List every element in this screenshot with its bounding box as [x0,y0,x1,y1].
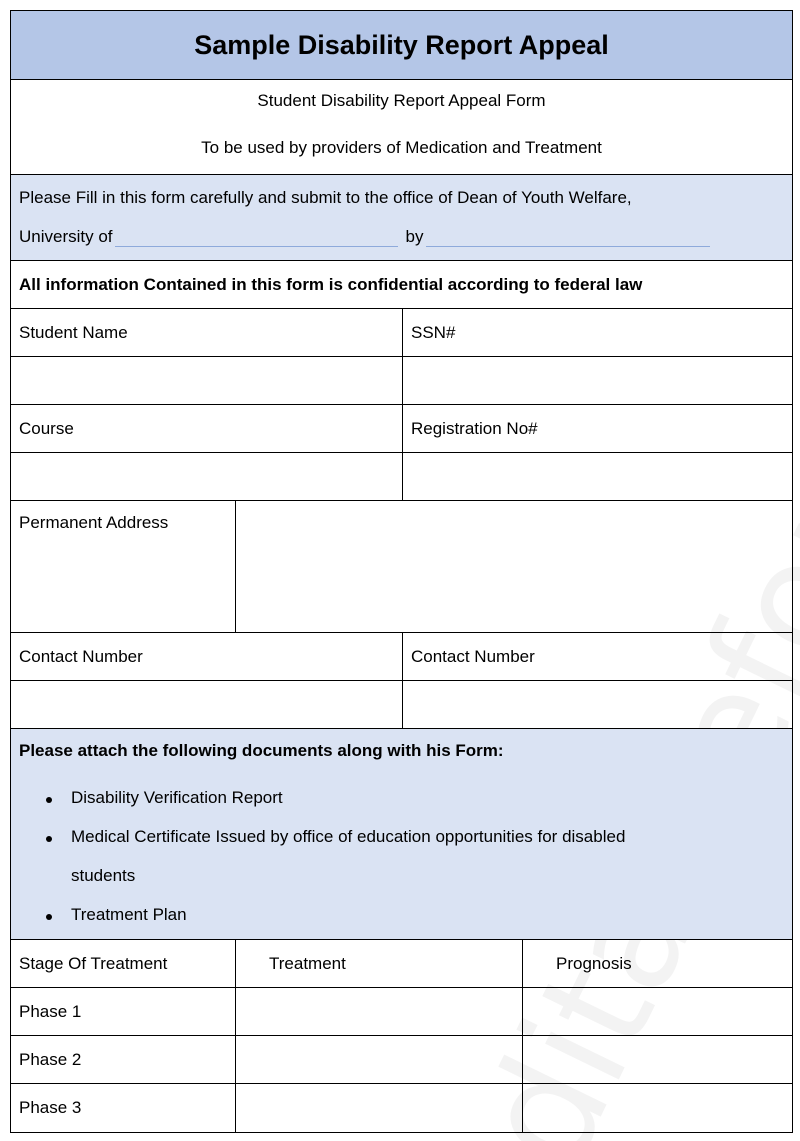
instructions-line-2 [19,227,710,247]
confidential-row [11,261,792,309]
attachments-heading: Please attach the following documents along with his Form: [19,741,504,760]
course-value-row [11,453,792,501]
registration-label: Registration No# [402,405,792,452]
form-subtitle: Student Disability Report Appeal Form [257,91,546,110]
table-row [11,1084,792,1132]
form-title: Sample Disability Report Appeal [11,11,792,80]
phase-3-prognosis-field[interactable] [522,1084,792,1132]
phase-2-prognosis-field[interactable] [522,1036,792,1083]
student-name-field[interactable] [11,357,402,404]
attachment-medical-certificate-cont: students [71,866,136,885]
prognosis-header: Prognosis [522,940,792,987]
course-label: Course [19,418,74,438]
appeal-form [10,10,793,1133]
contact-number-field-1[interactable] [11,681,402,728]
address-row [11,501,792,633]
phase-3-label: Phase 3 [19,1098,82,1117]
stage-header: Stage Of Treatment [19,953,168,973]
course-field[interactable] [11,453,402,500]
table-row [11,1036,792,1084]
attachment-treatment-plan: Treatment Plan [71,905,187,924]
contact-number-field-2[interactable] [402,681,792,728]
contact-value-row [11,681,792,729]
by-label: by [405,227,424,246]
ssn-field[interactable] [402,357,792,404]
student-value-row [11,357,792,405]
phase-2-treatment-field[interactable] [235,1036,522,1083]
phase-2-label: Phase 2 [19,1049,82,1069]
ssn-label: SSN# [402,309,792,356]
form-subheading [11,80,792,175]
student-name-label: Student Name [19,322,128,342]
table-row [11,988,792,1036]
address-label: Permanent Address [19,513,169,532]
attachment-medical-certificate: Medical Certificate Issued by office of education opportunities for disabled [71,827,626,846]
instructions-text: Please Fill in this form carefully and submit to the office of Dean of Youth Welfare, [19,188,632,207]
student-label-row [11,309,792,357]
contact-label-row [11,633,792,681]
form-usage-note: To be used by providers of Medication and Treatment [201,138,602,157]
address-field[interactable] [235,501,792,632]
treatment-header: Treatment [235,940,522,987]
registration-field[interactable] [402,453,792,500]
contact-number-label-1: Contact Number [19,646,143,666]
by-field[interactable] [426,228,710,247]
contact-number-label-2: Contact Number [402,633,792,680]
phase-3-treatment-field[interactable] [235,1084,522,1132]
university-label: University of [19,227,113,246]
phase-1-treatment-field[interactable] [235,988,522,1035]
phase-1-prognosis-field[interactable] [522,988,792,1035]
instructions-section [11,175,792,261]
attachments-section [11,729,792,940]
treatment-header-row [11,940,792,988]
university-field[interactable] [115,228,398,247]
confidential-notice: All information Contained in this form is confidential according to federal law [19,274,643,294]
phase-1-label: Phase 1 [19,1001,82,1021]
course-label-row [11,405,792,453]
attachment-verification-report: Disability Verification Report [71,788,283,807]
